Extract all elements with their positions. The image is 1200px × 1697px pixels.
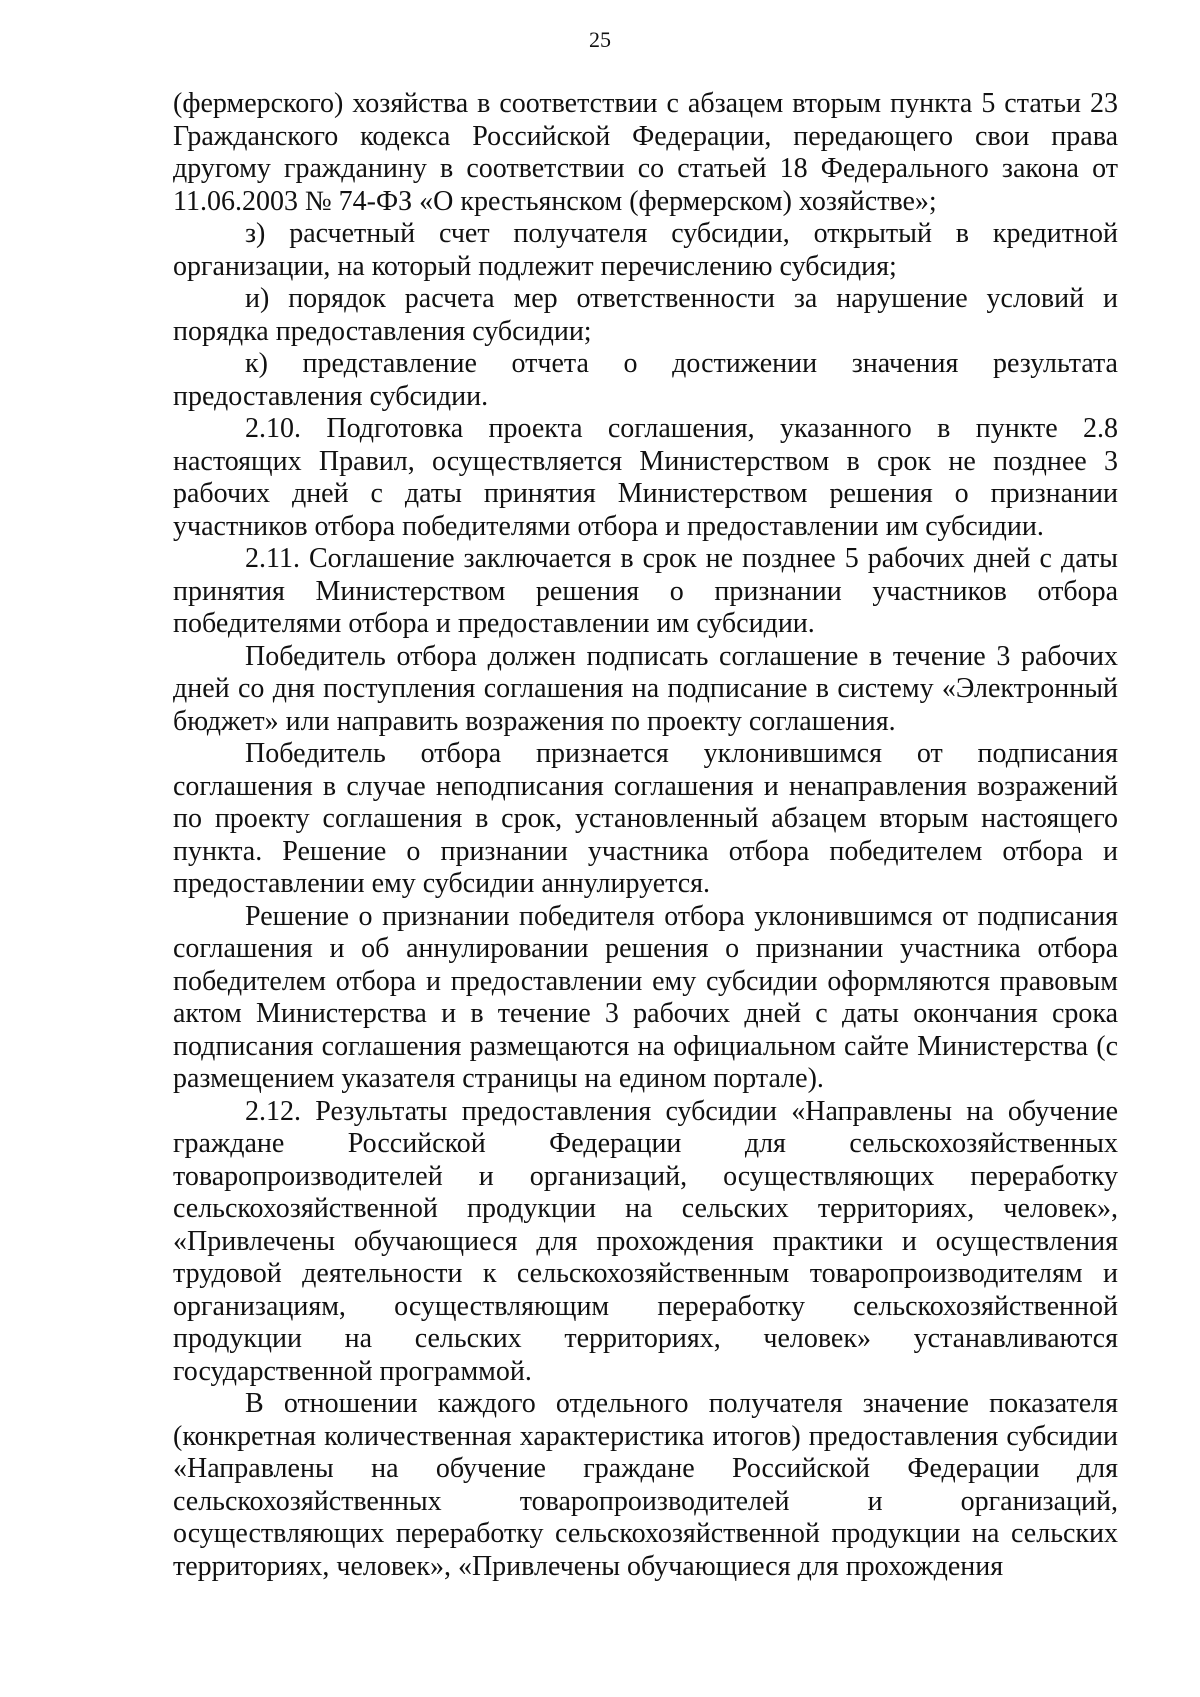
- paragraph-2-10: 2.10. Подготовка проекта соглашения, указанного в пункте 2.8 настоящих Правил, осуществляется Министерством в срок не позднее 3 рабочих дней с даты принятия Министерством решения о признании участников отбора победителями отбора и предоставлении им субсидии.: [173, 413, 1118, 542]
- paragraph-2-12: 2.12. Результаты предоставления субсидии «Направлены на обучение граждане Российской Федерации для сельскохозяйственных товаропроизводителей и организаций, осуществляющих переработку сельскохозяйственной продукции на сельских территориях, человек», «Привлечены обучающиеся для прохождения практики и осуществления трудовой деятельности к сельскохозяйственным товаропроизводителям и организациям, осуществляющим переработку сельскохозяйственной продукции на сельских территориях, человек» устанавливаются государственной программой.: [173, 1095, 1118, 1387]
- paragraph-indicator-value: В отношении каждого отдельного получателя значение показателя (конкретная количественная характеристика итогов) предоставления субсидии «Направлены на обучение граждане Российской Федерации для сельскохозяйственных товаропроизводителей и организаций, осуществляющих переработку сельскохозяйственной продукции на сельских территориях, человек», «Привлечены обучающиеся для прохождения: [173, 1388, 1118, 1582]
- document-body: [173, 88, 1118, 1583]
- paragraph-2-11: 2.11. Соглашение заключается в срок не позднее 5 рабочих дней с даты принятия Министерством решения о признании участников отбора победителями отбора и предоставлении им субсидии.: [173, 543, 1118, 639]
- paragraph-evasion: Победитель отбора признается уклонившимся от подписания соглашения в случае неподписания соглашения и ненаправления возражений по проекту соглашения в срок, установленный абзацем вторым настоящего пункта. Решение о признании участника отбора победителем отбора и предоставлении ему субсидии аннулируется.: [173, 738, 1118, 899]
- paragraph-item-i: и) порядок расчета мер ответственности за нарушение условий и порядка предоставления субсидии;: [173, 283, 1118, 347]
- paragraph-item-k: к) представление отчета о достижении значения результата предоставления субсидии.: [173, 348, 1118, 412]
- paragraph-item-z: з) расчетный счет получателя субсидии, открытый в кредитной организации, на который подлежит перечислению субсидия;: [173, 218, 1118, 282]
- paragraph-continuation: (фермерского) хозяйства в соответствии с абзацем вторым пункта 5 статьи 23 Гражданского кодекса Российской Федерации, передающего свои права другому гражданину в соответствии со статьей 18 Федерального закона от 11.06.2003 № 74-ФЗ «О крестьянском (фермерском) хозяйстве»;: [173, 88, 1118, 217]
- paragraph-signing-deadline: Победитель отбора должен подписать соглашение в течение 3 рабочих дней со дня поступления соглашения на подписание в систему «Электронный бюджет» или направить возражения по проекту соглашения.: [173, 640, 1118, 737]
- paragraph-evasion-decision: Решение о признании победителя отбора уклонившимся от подписания соглашения и об аннулировании решения о признании участника отбора победителем отбора и предоставлении ему субсидии оформляются правовым актом Министерства и в течение 3 рабочих дней с даты окончания срока подписания соглашения размещаются на официальном сайте Министерства (с размещением указателя страницы на едином портале).: [173, 900, 1118, 1094]
- page-number: 25: [589, 27, 611, 52]
